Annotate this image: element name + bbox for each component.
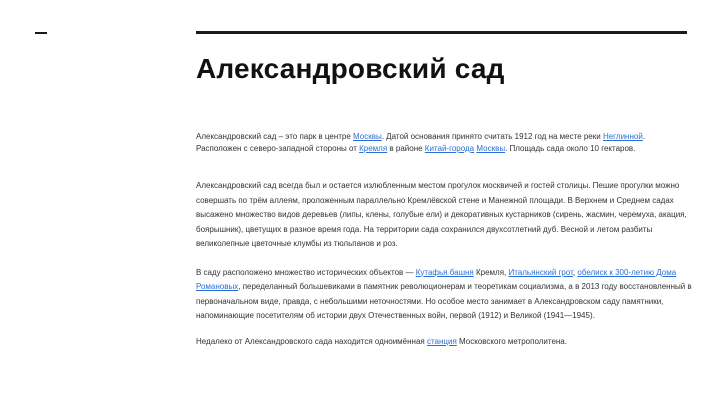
paragraph-text: , переделанный большевиками в памятник революционерам и теоретикам социализма, а в 2013 году восстановленный в первоначальном виде, правда, с небольшими неточностями. Но особое место занимает в Александровском саду памятники, напоминающие посетителям об истории двух Отечественных войн, первой (1912) и Великой (1941—1945). [196, 282, 692, 320]
inline-link[interactable]: Кремля [359, 144, 388, 153]
paragraph-text: . Площадь сада около 10 гектаров. [505, 144, 636, 153]
inline-link[interactable]: Неглинной [602, 132, 643, 141]
paragraph-text: в районе [387, 144, 425, 153]
inline-link[interactable]: обелиск к 300-летию Дома Романовых [196, 267, 677, 291]
paragraph-text: . Расположен с северо-западной стороны от [196, 132, 646, 153]
paragraph-text: В саду расположено множество исторических объектов — [196, 267, 416, 277]
slide-title: Александровский сад [196, 53, 505, 84]
inline-link[interactable]: Москвы [476, 144, 506, 153]
paragraph-metro [196, 336, 692, 348]
paragraph-text: . Датой основания принято считать 1912 год на месте реки [381, 132, 603, 141]
left-accent-rule [35, 32, 47, 34]
paragraph-landmarks [196, 266, 692, 324]
inline-link[interactable]: Москвы [353, 132, 382, 141]
paragraph-text: Недалеко от Александровского сада находится одноимённая [196, 336, 427, 346]
top-accent-rule [196, 31, 687, 34]
paragraph-text: Александровский сад – это парк в центре [196, 132, 354, 141]
inline-link[interactable]: Кутафья башня [415, 267, 474, 277]
inline-link[interactable]: Китай-города [424, 144, 475, 153]
paragraph-intro [196, 131, 692, 155]
paragraph-walks [196, 179, 692, 252]
paragraph-text: Кремля, [473, 267, 509, 277]
inline-link[interactable]: станция [426, 336, 457, 346]
paragraph-text: Московского метрополитена. [456, 336, 567, 346]
inline-link[interactable]: Итальянский грот [508, 267, 573, 277]
paragraph-text: , [572, 267, 578, 277]
paragraph-text: Александровский сад всегда был и остается излюбленным местом прогулок москвичей и гостей столицы. Пешие прогулки можно совершать по трём аллеям, проложенным параллельно Кремлёвской стене и Манежной площади. В Верхнем и Среднем садах высажено множество видов деревьев (липы, клены, голубые ели) и декоративных кустарников (сирень, жасмин, черемуха, акация, боярышник), цветущих в разное время года. На территории сада сохранился двухсотлетний дуб. Весной и летом разбиты великолепные цветочные клумбы из тюльпанов и роз. [196, 181, 687, 248]
slide-body [196, 131, 692, 348]
